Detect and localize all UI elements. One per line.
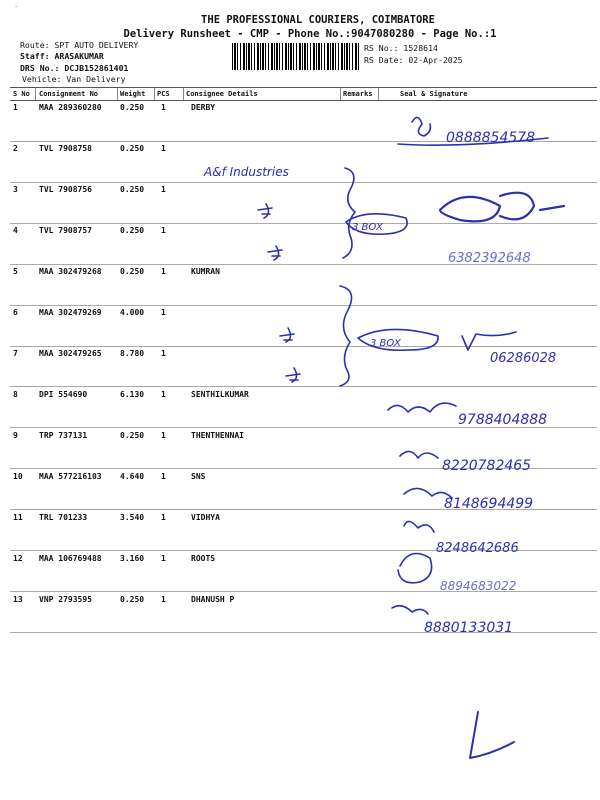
row-weight: 0.250 — [120, 595, 145, 604]
row-sno: 1 — [13, 103, 18, 112]
row-consignee: DERBY — [191, 103, 216, 112]
bracket-mark — [340, 286, 352, 386]
row-sno: 2 — [13, 144, 18, 153]
row-pcs: 1 — [161, 390, 166, 399]
barcode — [232, 43, 360, 70]
handwritten-phone: 9788404888 — [458, 412, 548, 428]
col-divider — [340, 88, 341, 100]
col-header-consignee: Consignee Details — [186, 90, 258, 98]
scan-mark: · — [14, 3, 19, 11]
row-sno: 3 — [13, 185, 18, 194]
box-circle — [346, 214, 407, 234]
runsheet-subtitle: Delivery Runsheet - CMP - Phone No.:9047080280 - Page No.:1 — [123, 28, 497, 40]
col-divider — [154, 88, 155, 100]
row-consignment: TRP 737131 — [39, 431, 88, 440]
row-consignee: SNS — [191, 472, 206, 481]
header-top-rule — [10, 87, 597, 88]
row-pcs: 1 — [161, 144, 166, 153]
col-divider — [378, 88, 379, 100]
row-divider — [10, 141, 597, 142]
row-pcs: 1 — [161, 554, 166, 563]
ditto-mark — [258, 204, 272, 218]
col-divider — [117, 88, 118, 100]
col-header-weight: Weight — [120, 90, 146, 98]
row-pcs: 1 — [161, 185, 166, 194]
row-consignment: MAA 302479268 — [39, 267, 102, 276]
row-sno: 10 — [13, 472, 23, 481]
row-consignment: TVL 7908758 — [39, 144, 92, 153]
rs-date: RS Date: 02-Apr-2025 — [364, 55, 463, 65]
handwritten-phone: 8880133031 — [424, 620, 514, 636]
ditto-mark — [286, 368, 300, 382]
row-consignment: VNP 2793595 — [39, 595, 92, 604]
row-divider — [10, 427, 597, 428]
col-header-signature: Seal & Signature — [400, 90, 468, 98]
row-sno: 4 — [13, 226, 18, 235]
row-weight: 3.540 — [120, 513, 145, 522]
header-bottom-rule — [10, 100, 597, 101]
row-weight: 6.130 — [120, 390, 145, 399]
signature-scribble — [462, 332, 516, 350]
col-header-sno: S No — [13, 90, 30, 98]
vehicle-label: Vehicle: Van Delivery — [22, 74, 126, 84]
row-weight: 4.640 — [120, 472, 145, 481]
row-pcs: 1 — [161, 472, 166, 481]
row-divider — [10, 591, 597, 592]
row-sno: 13 — [13, 595, 23, 604]
row-consignment: MAA 106769488 — [39, 554, 102, 563]
row-pcs: 1 — [161, 595, 166, 604]
row-consignee: DHANUSH P — [191, 595, 235, 604]
signature-scribble — [400, 451, 438, 458]
handwritten-note: 3 BOX — [370, 338, 401, 349]
row-divider — [10, 468, 597, 469]
row-divider — [10, 182, 597, 183]
row-weight: 0.250 — [120, 431, 145, 440]
row-pcs: 1 — [161, 349, 166, 358]
col-divider — [35, 88, 36, 100]
signature-scribble — [392, 606, 428, 614]
row-consignment: TVL 7908757 — [39, 226, 92, 235]
row-pcs: 1 — [161, 103, 166, 112]
staff-label: Staff: ARASAKUMAR — [20, 51, 104, 61]
handwritten-phone: 0888854578 — [446, 130, 536, 146]
col-header-remarks: Remarks — [343, 90, 373, 98]
ink-tick — [470, 712, 514, 758]
row-pcs: 1 — [161, 267, 166, 276]
row-consignee: VIDHYA — [191, 513, 220, 522]
rs-number: RS No.: 1528614 — [364, 43, 438, 53]
row-consignee: THENTHENNAI — [191, 431, 244, 440]
row-sno: 11 — [13, 513, 23, 522]
ditto-mark — [268, 246, 282, 260]
row-consignment: MAA 302479265 — [39, 349, 102, 358]
col-divider — [183, 88, 184, 100]
signature-scribble — [398, 554, 432, 583]
handwritten-note: A&f Industries — [204, 165, 289, 179]
row-divider — [10, 386, 597, 387]
row-consignee: KUMRAN — [191, 267, 220, 276]
row-consignment: TVL 7908756 — [39, 185, 92, 194]
box-circle — [358, 329, 438, 350]
row-divider — [10, 346, 597, 347]
row-consignment: DPI 554690 — [39, 390, 88, 399]
row-consignment: TRL 701233 — [39, 513, 88, 522]
signature-scribble — [412, 117, 430, 136]
row-divider — [10, 264, 597, 265]
handwritten-note: 3 BOX — [352, 222, 383, 233]
row-weight: 4.000 — [120, 308, 145, 317]
row-pcs: 1 — [161, 431, 166, 440]
row-weight: 0.250 — [120, 226, 145, 235]
handwritten-phone: 06286028 — [490, 351, 557, 366]
signature-scribble — [440, 193, 564, 222]
col-header-pcs: PCS — [157, 90, 170, 98]
row-consignment: MAA 577216103 — [39, 472, 102, 481]
row-consignee: ROOTS — [191, 554, 216, 563]
row-sno: 9 — [13, 431, 18, 440]
row-weight: 3.160 — [120, 554, 145, 563]
company-title: THE PROFESSIONAL COURIERS, COIMBATORE — [201, 14, 435, 26]
row-weight: 0.250 — [120, 185, 145, 194]
row-divider — [10, 223, 597, 224]
signature-scribble — [404, 488, 452, 498]
row-divider — [10, 509, 597, 510]
signature-scribble — [388, 403, 456, 412]
row-weight: 0.250 — [120, 267, 145, 276]
row-pcs: 1 — [161, 513, 166, 522]
row-consignee: SENTHILKUMAR — [191, 390, 249, 399]
handwritten-phone: 8894683022 — [440, 579, 517, 593]
row-sno: 5 — [13, 267, 18, 276]
route-label: Route: SPT AUTO DELIVERY — [20, 40, 139, 50]
handwritten-phone: 8148694499 — [444, 496, 534, 512]
row-sno: 6 — [13, 308, 18, 317]
ditto-mark — [280, 328, 294, 342]
handwritten-phone: 8248642686 — [436, 541, 519, 556]
col-header-consignment: Consignment No — [39, 90, 99, 98]
row-sno: 8 — [13, 390, 18, 399]
row-divider — [10, 305, 597, 306]
drs-number: DRS No.: DCJB152861401 — [20, 63, 129, 73]
row-weight: 0.250 — [120, 103, 145, 112]
row-pcs: 1 — [161, 308, 166, 317]
row-divider — [10, 632, 597, 633]
row-weight: 8.780 — [120, 349, 145, 358]
signature-scribble — [404, 521, 434, 532]
handwritten-phone: 8220782465 — [442, 458, 532, 474]
row-consignment: MAA 302479269 — [39, 308, 102, 317]
handwritten-phone: 6382392648 — [448, 251, 531, 266]
row-divider — [10, 550, 597, 551]
row-consignment: MAA 289360280 — [39, 103, 102, 112]
row-weight: 0.250 — [120, 144, 145, 153]
row-sno: 12 — [13, 554, 23, 563]
row-pcs: 1 — [161, 226, 166, 235]
row-sno: 7 — [13, 349, 18, 358]
